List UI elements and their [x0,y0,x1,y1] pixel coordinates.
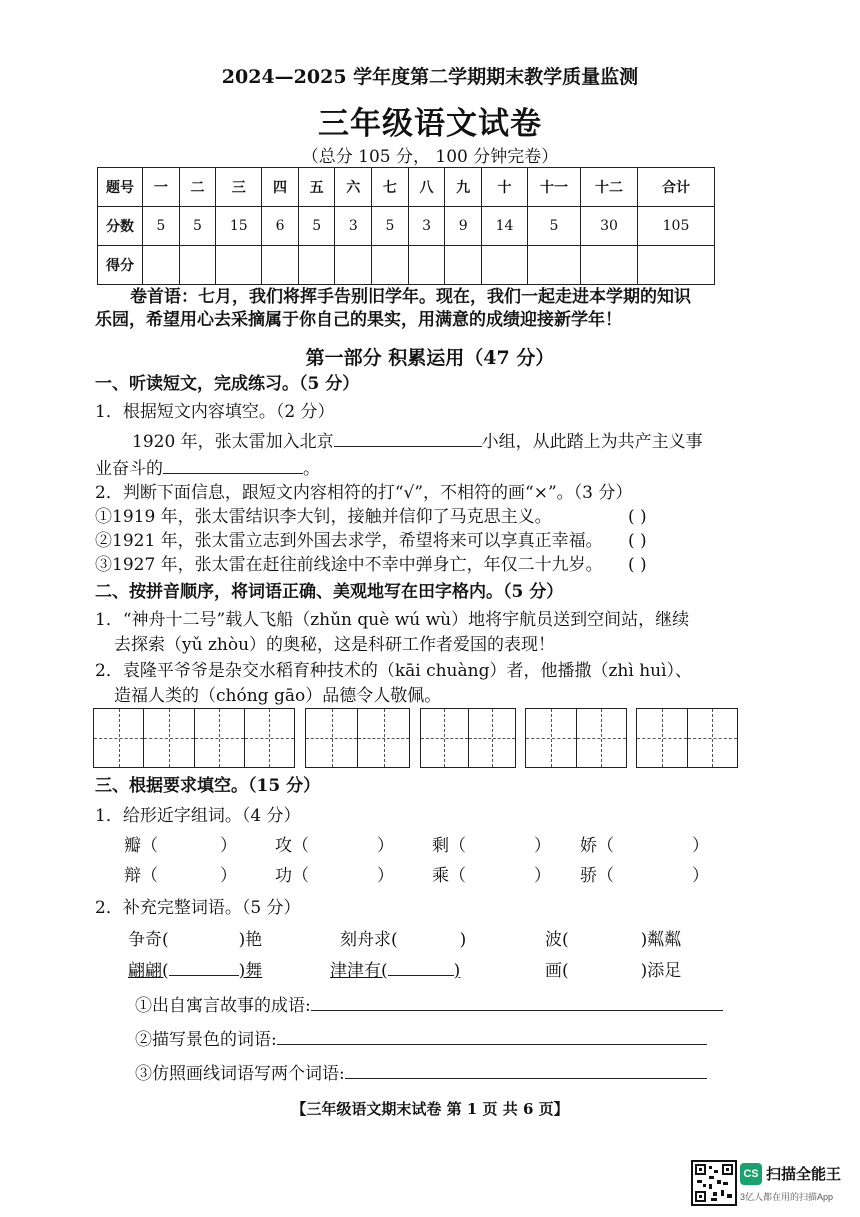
tianzige-box[interactable] [93,708,295,768]
score-input-cell[interactable] [372,246,409,285]
qr-code-icon [691,1160,737,1206]
exam-header-line: 2024—2025 学年度第二学期期末教学质量监测 [221,66,639,88]
score-input-cell[interactable] [216,246,262,285]
table-cell: 十一 [528,168,581,207]
idiom-part: )添足 [640,961,682,981]
idiom-item-underlined[interactable] [330,957,460,985]
char-prompt: 娇（ [580,836,614,856]
table-cell: 四 [262,168,299,207]
score-input-cell[interactable] [262,246,299,285]
answer-blank[interactable] [334,426,482,447]
section2-q1-line2: 去探索（yǔ zhòu）的奥秘，这是科研工作者爱国的表现！ [114,635,556,655]
char-pair-item[interactable] [275,862,394,890]
close-paren: ） [377,836,394,856]
close-paren: ） [534,836,551,856]
idiom-item[interactable] [340,926,466,954]
table-cell: 七 [372,168,409,207]
section3-q2: 2．补充完整词语。（5 分） [95,898,301,918]
watermark-app-name: 扫描全能王 [766,1166,842,1183]
tianzige-box[interactable] [420,708,516,768]
table-cell: 题号 [98,168,143,207]
preface-line-1: 卷首语：七月，我们将挥手告别旧学年。现在，我们一起走进本学期的知识 [130,287,691,307]
idiom-part: )粼粼 [640,930,682,950]
idiom-part: )舞 [238,961,263,981]
table-cell: 二 [179,168,216,207]
table-cell: 15 [216,207,262,246]
score-input-cell[interactable] [143,246,180,285]
table-cell: 分数 [98,207,143,246]
idiom-item[interactable] [545,926,681,954]
answer-blank[interactable] [163,453,303,474]
close-paren: ） [220,866,237,886]
section2-q2-line2: 造福人类的（chóng gāo）品德令人敬佩。 [114,686,442,706]
table-cell: 十 [481,168,527,207]
idiom-part: 刻舟求( [340,930,398,950]
section2-q1-line1: 1．“神舟十二号”载人飞船（zhǔn què wú wù）地将宇航员送到空间站，继续 [95,610,690,630]
char-prompt: 剩（ [432,836,466,856]
idiom-part: )艳 [238,930,263,950]
q1-text-d: 。 [303,459,320,479]
part1-title: 第一部分 积累运用（47 分） [305,347,555,369]
answer-blank[interactable] [311,990,723,1011]
judge-item-1: ①1919 年，张太雷结识李大钊，接触并信仰了马克思主义。 [95,507,552,527]
table-cell: 30 [581,207,638,246]
judge-answer-paren[interactable]: ( ) [628,555,647,575]
page-footer: 【三年级语文期末试卷 第 1 页 共 6 页】 [291,1100,569,1118]
idiom-part: 画( [545,961,569,981]
preface-line-2: 乐园，希望用心去采摘属于你自己的果实，用满意的成绩迎接新学年！ [95,310,622,330]
table-cell: 6 [262,207,299,246]
char-prompt: 乘（ [432,866,466,886]
table-cell: 八 [408,168,445,207]
table-cell: 3 [335,207,372,246]
table-cell: 9 [445,207,482,246]
section3-title: 三、根据要求填空。（15 分） [95,776,321,796]
idiom-part: ) [459,930,467,950]
table-cell: 3 [408,207,445,246]
table-cell: 六 [335,168,372,207]
table-cell: 得分 [98,246,143,285]
score-input-cell[interactable] [298,246,335,285]
close-paren: ） [692,836,709,856]
table-cell: 九 [445,168,482,207]
table-cell: 合计 [638,168,715,207]
table-cell: 105 [638,207,715,246]
score-input-cell[interactable] [408,246,445,285]
score-input-cell[interactable] [528,246,581,285]
sort-line-1 [135,990,723,1020]
tianzige-box[interactable] [305,708,410,768]
answer-blank[interactable] [345,1058,707,1079]
section1-q2: 2．判断下面信息，跟短文内容相符的打“√”，不相符的画“×”。（3 分） [95,483,633,503]
char-pair-item[interactable] [580,862,709,890]
sort-label: ③仿照画线词语写两个词语: [135,1064,345,1084]
score-table-header-row [98,168,715,207]
q1-text-b: 小组，从此踏上为共产主义事 [481,432,703,452]
camscanner-logo-icon: CS [740,1163,762,1185]
close-paren: ） [220,836,237,856]
table-cell: 5 [298,207,335,246]
judge-answer-paren[interactable]: ( ) [628,507,647,527]
idiom-part: ) [453,961,461,981]
char-pair-item[interactable] [432,862,551,890]
char-prompt: 骄（ [580,866,614,886]
idiom-part: 波( [545,930,569,950]
idiom-part: 翩翩( [128,961,169,981]
table-cell: 一 [143,168,180,207]
score-table-points-row [98,207,715,246]
score-table [97,167,715,285]
table-cell: 5 [143,207,180,246]
table-cell: 三 [216,168,262,207]
score-input-cell[interactable] [581,246,638,285]
char-pair-item[interactable] [580,832,709,860]
score-input-cell[interactable] [481,246,527,285]
idiom-part: 争奇( [128,930,169,950]
char-pair-item[interactable] [124,862,237,890]
judge-item-3: ③1927 年，张太雷在赶往前线途中不幸中弹身亡，年仅二十九岁。 [95,555,603,575]
char-prompt: 瓣（ [124,836,158,856]
table-cell: 5 [179,207,216,246]
exam-title: 三年级语文试卷 [318,106,542,142]
answer-blank[interactable] [277,1024,707,1045]
idiom-item[interactable] [128,926,262,954]
score-input-cell[interactable] [335,246,372,285]
sort-label: ①出自寓言故事的成语: [135,996,311,1016]
char-pair-item[interactable] [432,832,551,860]
score-input-cell[interactable] [445,246,482,285]
idiom-item[interactable] [545,957,681,985]
judge-item-2: ②1921 年，张太雷立志到外国去求学，希望将来可以享真正幸福。 [95,531,603,551]
section1-title: 一、听读短文，完成练习。（5 分） [95,374,360,394]
q1-text-c: 业奋斗的 [95,459,163,479]
watermark-tagline: 3亿人都在用的扫描App [740,1192,834,1202]
tianzige-box[interactable] [525,708,627,768]
section1-q1-text [132,426,703,456]
q1-text-a: 1920 年，张太雷加入北京 [132,432,334,452]
close-paren: ） [534,866,551,886]
score-table-earned-row [98,246,715,285]
sort-line-2 [135,1024,707,1054]
char-pair-item[interactable] [124,832,237,860]
section2-q2-line1: 2．袁隆平爷爷是杂交水稻育种技术的（kāi chuàng）者，他播撒（zhì huì）、 [95,661,693,681]
idiom-item-underlined[interactable] [128,957,262,985]
sort-label: ②描写景色的词语: [135,1030,277,1050]
section3-q1: 1．给形近字组词。（4 分） [95,806,301,826]
close-paren: ） [377,866,394,886]
exam-subtitle: （总分 105 分， 100 分钟完卷） [301,147,559,167]
judge-answer-paren[interactable]: ( ) [628,531,647,551]
char-prompt: 攻（ [275,836,309,856]
char-prompt: 功（ [275,866,309,886]
table-cell: 五 [298,168,335,207]
score-input-cell[interactable] [638,246,715,285]
sort-line-3 [135,1058,707,1088]
char-prompt: 辩（ [124,866,158,886]
section2-title: 二、按拼音顺序，将词语正确、美观地写在田字格内。（5 分） [95,582,564,602]
score-input-cell[interactable] [179,246,216,285]
table-cell: 5 [372,207,409,246]
table-cell: 5 [528,207,581,246]
close-paren: ） [692,866,709,886]
table-cell: 十二 [581,168,638,207]
tianzige-box[interactable] [636,708,738,768]
section1-q1: 1．根据短文内容填空。（2 分） [95,402,335,422]
char-pair-item[interactable] [275,832,394,860]
table-cell: 14 [481,207,527,246]
idiom-part: 津津有( [330,961,388,981]
